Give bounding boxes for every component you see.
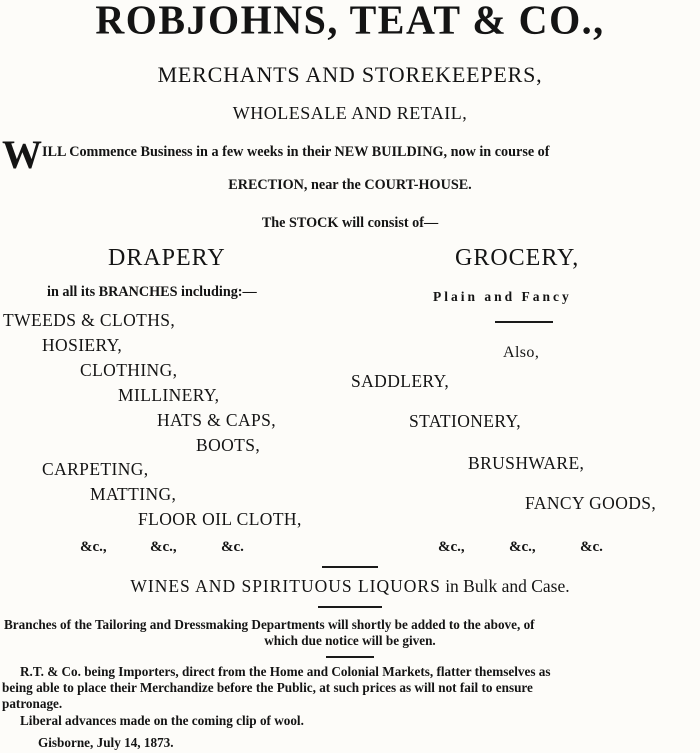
- grocery-heading: GROCERY,: [455, 245, 580, 271]
- advances-line: Liberal advances made on the coming clip of wool.: [20, 713, 304, 728]
- drapery-note: in all its BRANCHES including:—: [47, 284, 257, 300]
- drop-initial: W: [2, 132, 42, 177]
- drapery-item: FLOOR OIL CLOTH,: [138, 509, 302, 529]
- drapery-item: CARPETING,: [42, 459, 149, 479]
- grocery-etc: &c.,: [438, 539, 465, 555]
- grocery-item: FANCY GOODS,: [525, 493, 657, 513]
- drapery-etc: &c.,: [150, 539, 177, 555]
- grocery-etc: &c.: [580, 539, 603, 555]
- drapery-item: HOSIERY,: [42, 335, 123, 355]
- trade-type: WHOLESALE AND RETAIL,: [232, 103, 468, 123]
- grocery-item: STATIONERY,: [409, 411, 522, 431]
- grocery-item: SADDLERY,: [351, 371, 450, 391]
- drapery-item: CLOTHING,: [80, 360, 178, 380]
- drapery-item: BOOTS,: [196, 435, 261, 455]
- importers-line-1: R.T. & Co. being Importers, direct from the Home and Colonial Markets, flatter themselves as: [20, 664, 551, 679]
- drapery-item: MILLINERY,: [118, 385, 220, 405]
- section-divider: [326, 656, 374, 658]
- wines-line: [0, 578, 700, 596]
- grocery-note: Plain and Fancy: [433, 289, 572, 304]
- drapery-item: HATS & CAPS,: [157, 410, 277, 430]
- intro-line-2: ERECTION, near the COURT-HOUSE.: [228, 177, 472, 193]
- drapery-etc: &c.,: [80, 539, 107, 555]
- branches-line-2: which due notice will be given.: [264, 633, 436, 648]
- grocery-etc: &c.,: [509, 539, 536, 555]
- dateline: Gisborne, July 14, 1873.: [38, 735, 174, 750]
- section-divider: [322, 566, 378, 568]
- drapery-item: TWEEDS & CLOTHS,: [3, 310, 176, 330]
- intro-line-1: ILL Commence Business in a few weeks in their NEW BUILDING, now in course of: [42, 144, 550, 160]
- wines-caps: WINES AND SPIRITUOUS LIQUORS: [130, 576, 441, 596]
- drapery-heading: DRAPERY: [108, 245, 226, 271]
- section-divider: [318, 606, 382, 608]
- stock-line: The STOCK will consist of—: [261, 215, 439, 231]
- drapery-etc: &c.: [221, 539, 244, 555]
- grocery-item: BRUSHWARE,: [468, 453, 585, 473]
- importers-line-3: patronage.: [2, 696, 63, 711]
- firm-subtitle: MERCHANTS AND STOREKEEPERS,: [157, 62, 543, 87]
- drapery-item: MATTING,: [90, 484, 177, 504]
- grocery-divider: [495, 321, 553, 323]
- branches-line-1: Branches of the Tailoring and Dressmaking Departments will shortly be added to the above, of: [4, 617, 535, 632]
- firm-title: ROBJOHNS, TEAT & CO.,: [95, 0, 605, 43]
- importers-line-2: being able to place their Merchandize before the Public, at such prices as will not fail to ensure: [2, 680, 533, 695]
- grocery-also: Also,: [503, 344, 540, 361]
- wines-rest: in Bulk and Case.: [440, 576, 570, 596]
